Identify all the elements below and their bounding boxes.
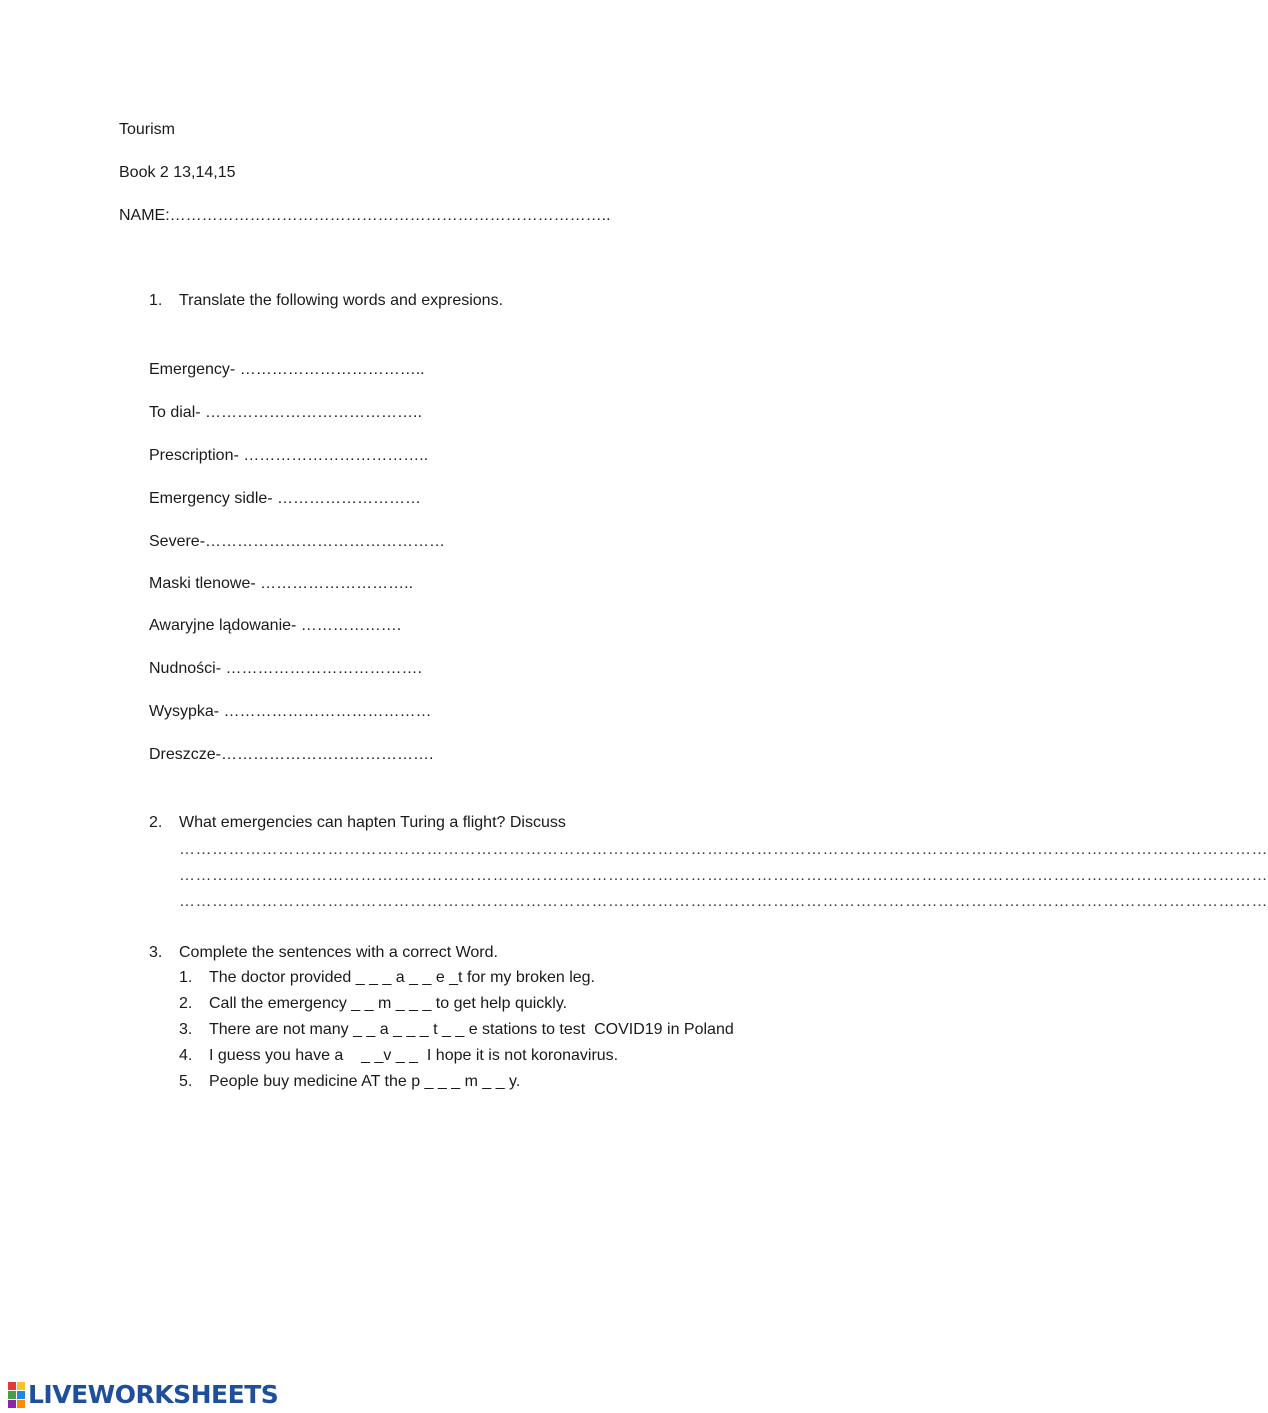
worksheet-subject: Tourism: [119, 121, 176, 138]
translate-item-to-dial[interactable]: To dial- …………………………………..: [149, 404, 422, 421]
translate-item-dreszcze[interactable]: Dreszcze-………………………………….: [149, 746, 434, 763]
translate-item-maski-tlenowe[interactable]: Maski tlenowe- ………………………..: [149, 575, 414, 592]
sentence-5-text[interactable]: People buy medicine AT the p _ _ _ m _ _ y.: [209, 1073, 521, 1090]
logo-text: LIVEWORKSHEETS: [28, 1380, 279, 1409]
sentence-number: 1.: [179, 969, 193, 986]
sentence-2-text[interactable]: Call the emergency _ _ m _ _ _ to get help quickly.: [209, 995, 568, 1012]
sentence-1-text[interactable]: The doctor provided _ _ _ a _ _ e _t for my broken leg.: [209, 969, 595, 986]
logo-block: [17, 1391, 25, 1399]
section-2-title: What emergencies can hapten Turing a flight? Discuss: [179, 814, 566, 831]
translate-item-severe[interactable]: Severe-………………………………………: [149, 533, 446, 550]
translate-item-nudnosci[interactable]: Nudności- ……………………………….: [149, 660, 422, 677]
section-1-title: Translate the following words and expresions.: [179, 292, 504, 309]
section-1-number: 1.: [149, 292, 163, 309]
section-2-number: 2.: [149, 814, 163, 831]
book-reference: Book 2 13,14,15: [119, 164, 236, 181]
sentence-number: 3.: [179, 1021, 193, 1038]
discussion-answer-line[interactable]: ………………………………………………………………………………………………………………………………………………………………………………: [179, 893, 1268, 910]
logo-blocks-icon: [8, 1382, 25, 1408]
section-3-title: Complete the sentences with a correct Word.: [179, 944, 498, 961]
discussion-answer-line[interactable]: ………………………………………………………………………………………………………………………………………………………………………………: [179, 867, 1268, 884]
logo-block: [8, 1382, 16, 1390]
translate-item-emergency[interactable]: Emergency- ……………………………..: [149, 361, 425, 378]
sentence-4-text[interactable]: I guess you have a _ _v _ _ I hope it is not koronavirus.: [209, 1047, 619, 1064]
logo-block: [17, 1400, 25, 1408]
translate-item-emergency-sidle[interactable]: Emergency sidle- ………………………: [149, 490, 422, 507]
logo-block: [8, 1400, 16, 1408]
sentence-number: 4.: [179, 1047, 193, 1064]
section-3-number: 3.: [149, 944, 163, 961]
sentence-3-text[interactable]: There are not many _ _ a _ _ _ t _ _ e stations to test COVID19 in Poland: [209, 1021, 734, 1038]
name-field[interactable]: NAME:………………………………………………………………………..: [119, 207, 611, 224]
sentence-number: 5.: [179, 1073, 193, 1090]
logo-block: [17, 1382, 25, 1390]
logo-block: [8, 1391, 16, 1399]
translate-item-prescription[interactable]: Prescription- ……………………………..: [149, 447, 429, 464]
translate-item-awaryjne-ladowanie[interactable]: Awaryjne lądowanie- ……………….: [149, 617, 402, 634]
translate-item-wysypka[interactable]: Wysypka- …………………………………: [149, 703, 432, 720]
liveworksheets-logo[interactable]: [8, 1382, 278, 1408]
discussion-answer-line[interactable]: ………………………………………………………………………………………………………………………………………………………………………………: [179, 841, 1268, 858]
sentence-number: 2.: [179, 995, 193, 1012]
